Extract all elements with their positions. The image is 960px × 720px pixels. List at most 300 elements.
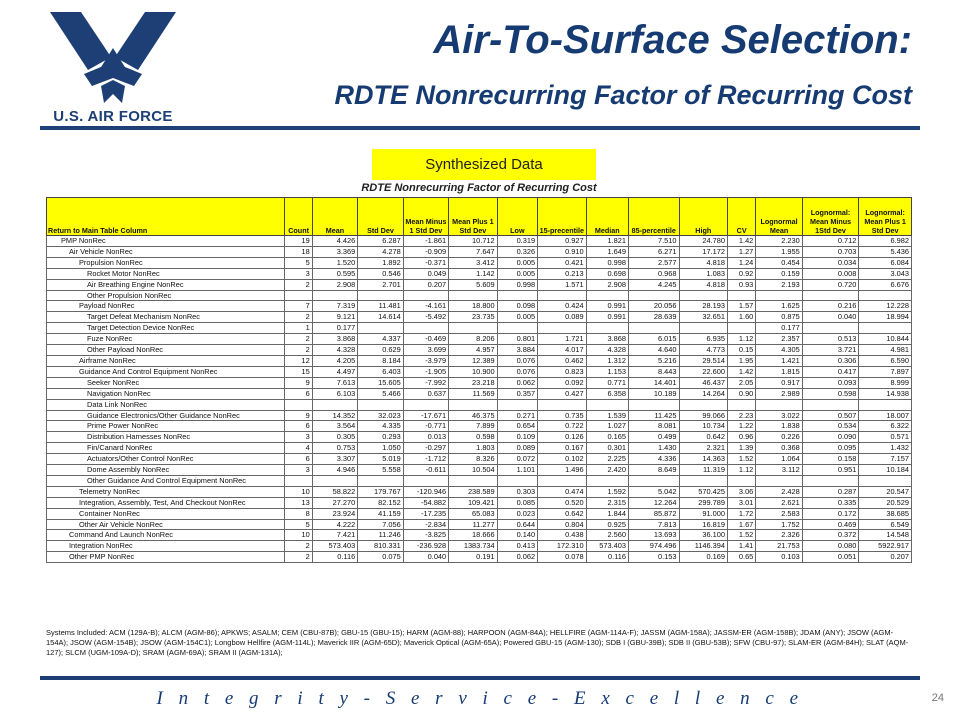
table-cell: 0.301 (586, 443, 628, 454)
table-cell: 3.564 (312, 421, 357, 432)
table-cell: 0.598 (802, 388, 859, 399)
table-cell: 1.520 (312, 257, 357, 268)
table-cell: 10.184 (859, 465, 912, 476)
row-label: Target Detection Device NonRec (47, 323, 285, 334)
table-cell: 0.438 (538, 530, 587, 541)
table-cell: 2.357 (756, 334, 802, 345)
table-cell: 28.639 (629, 312, 680, 323)
column-header: Lognormal: Mean Minus 1Std Dev (802, 198, 859, 236)
table-cell: 9.121 (312, 312, 357, 323)
table-cell (449, 290, 498, 301)
table-row (47, 377, 912, 388)
table-cell: 0.520 (538, 497, 587, 508)
table-cell: 82.152 (358, 497, 403, 508)
table-cell: 0.319 (497, 236, 537, 247)
table-cell (403, 323, 448, 334)
table-cell: 0.469 (802, 519, 859, 530)
table-cell: 1.625 (756, 301, 802, 312)
table-cell: 65.083 (449, 508, 498, 519)
table-cell: 7.899 (449, 421, 498, 432)
table-cell: 46.375 (449, 410, 498, 421)
table-cell: 0.293 (358, 432, 403, 443)
table-cell (497, 323, 537, 334)
column-header: 15-precentile (538, 198, 587, 236)
table-cell: 6.549 (859, 519, 912, 530)
table-cell: 3.699 (403, 345, 448, 356)
table-cell (538, 475, 587, 486)
table-cell: 299.789 (679, 497, 728, 508)
table-cell: 3.721 (802, 345, 859, 356)
table-cell: 5.466 (358, 388, 403, 399)
table-cell: 6.982 (859, 236, 912, 247)
slide-subtitle: RDTE Nonrecurring Factor of Recurring Cost (334, 80, 912, 110)
table-cell (728, 399, 756, 410)
table-cell: 0.93 (728, 279, 756, 290)
column-header: Mean Minus 1 Std Dev (403, 198, 448, 236)
table-cell: -0.371 (403, 257, 448, 268)
table-cell (403, 290, 448, 301)
row-label: Container NonRec (47, 508, 285, 519)
table-cell: 2 (285, 541, 312, 552)
table-cell: 4.818 (679, 257, 728, 268)
table-cell (358, 323, 403, 334)
table-cell: 810.331 (358, 541, 403, 552)
row-label: Airframe NonRec (47, 355, 285, 366)
table-cell: 3.022 (756, 410, 802, 421)
table-row (47, 236, 912, 247)
table-cell: 4.278 (358, 246, 403, 257)
table-cell: 6.358 (586, 388, 628, 399)
column-header: Low (497, 198, 537, 236)
table-cell: 238.589 (449, 486, 498, 497)
table-cell: 0.998 (586, 257, 628, 268)
table-cell: 0.207 (859, 552, 912, 563)
table-cell: 1.153 (586, 366, 628, 377)
table-cell: 0.013 (403, 432, 448, 443)
table-cell: 8.999 (859, 377, 912, 388)
table-cell (802, 323, 859, 334)
table-cell: 0.005 (497, 257, 537, 268)
table-cell: 7.510 (629, 236, 680, 247)
table-cell: 0.15 (728, 345, 756, 356)
table-cell: -4.161 (403, 301, 448, 312)
table-cell: -3.979 (403, 355, 448, 366)
table-cell: 0.287 (802, 486, 859, 497)
table-cell (802, 475, 859, 486)
table-cell: 2.420 (586, 465, 628, 476)
column-header: High (679, 198, 728, 236)
table-cell: 6.322 (859, 421, 912, 432)
table-cell: 4.818 (679, 279, 728, 290)
table-cell: 1.571 (538, 279, 587, 290)
table-cell: 2.326 (756, 530, 802, 541)
table-cell: 10.189 (629, 388, 680, 399)
table-cell: 11.425 (629, 410, 680, 421)
factor-table-container (46, 197, 912, 563)
table-cell: 0.116 (312, 552, 357, 563)
table-cell: 1.496 (538, 465, 587, 476)
table-cell: 573.403 (312, 541, 357, 552)
table-cell: 0.513 (802, 334, 859, 345)
table-cell: 0.417 (802, 366, 859, 377)
table-cell: 1.752 (756, 519, 802, 530)
table-cell: 1.803 (449, 443, 498, 454)
table-cell: 3.868 (312, 334, 357, 345)
table-cell: 2 (285, 334, 312, 345)
table-cell (497, 290, 537, 301)
table-cell: 1.95 (728, 355, 756, 366)
table-cell (728, 323, 756, 334)
table-cell: 10 (285, 486, 312, 497)
air-force-symbol-icon (38, 8, 188, 108)
table-cell: 1.421 (756, 355, 802, 366)
table-cell: 19 (285, 236, 312, 247)
table-cell: 0.103 (756, 552, 802, 563)
table-cell: 3.043 (859, 268, 912, 279)
table-row (47, 519, 912, 530)
row-label: Fin/Canard NonRec (47, 443, 285, 454)
table-cell (449, 399, 498, 410)
table-cell: 0.90 (728, 388, 756, 399)
table-row (47, 268, 912, 279)
table-cell (449, 475, 498, 486)
table-cell: 1146.394 (679, 541, 728, 552)
table-cell: 6 (285, 388, 312, 399)
table-cell: 0.172 (802, 508, 859, 519)
table-cell: 7.421 (312, 530, 357, 541)
table-cell: 8.206 (449, 334, 498, 345)
table-cell: 20.056 (629, 301, 680, 312)
table-cell: 974.496 (629, 541, 680, 552)
table-row (47, 530, 912, 541)
table-cell: 2.225 (586, 454, 628, 465)
table-cell: 0.095 (802, 443, 859, 454)
table-cell: 0.427 (538, 388, 587, 399)
table-cell: 0.109 (497, 432, 537, 443)
table-cell: 85.872 (629, 508, 680, 519)
table-cell (859, 475, 912, 486)
table-cell: 0.089 (497, 443, 537, 454)
table-row (47, 301, 912, 312)
table-cell: 2.05 (728, 377, 756, 388)
table-cell: 3 (285, 465, 312, 476)
table-cell: 12.228 (859, 301, 912, 312)
table-row (47, 443, 912, 454)
table-cell (312, 475, 357, 486)
table-cell: 0.167 (538, 443, 587, 454)
table-cell: 1.57 (728, 301, 756, 312)
table-cell: 0.546 (358, 268, 403, 279)
table-cell: 14.264 (679, 388, 728, 399)
row-label: Data Link NonRec (47, 399, 285, 410)
table-cell: 32.651 (679, 312, 728, 323)
table-row (47, 312, 912, 323)
table-cell: 3.06 (728, 486, 756, 497)
table-cell: 5922.917 (859, 541, 912, 552)
table-cell: 9 (285, 410, 312, 421)
table-cell: 109.421 (449, 497, 498, 508)
table-cell (679, 399, 728, 410)
table-cell: 0.474 (538, 486, 587, 497)
table-cell: 7.613 (312, 377, 357, 388)
table-cell: 0.629 (358, 345, 403, 356)
table-cell: -0.771 (403, 421, 448, 432)
table-cell: 0.177 (756, 323, 802, 334)
table-cell: 0.991 (586, 312, 628, 323)
table-cell: 1.12 (728, 465, 756, 476)
table-cell: 6.590 (859, 355, 912, 366)
table-cell: 0.126 (538, 432, 587, 443)
table-cell: 3 (285, 432, 312, 443)
table-cell (586, 290, 628, 301)
table-cell: -0.909 (403, 246, 448, 257)
table-cell: 5.019 (358, 454, 403, 465)
table-cell: 18.666 (449, 530, 498, 541)
table-cell: 0.92 (728, 268, 756, 279)
table-cell: 0.507 (802, 410, 859, 421)
table-cell: 4 (285, 443, 312, 454)
table-cell: 7.647 (449, 246, 498, 257)
header-return-link[interactable]: Return to Main Table Column (47, 198, 285, 236)
table-cell: 6.403 (358, 366, 403, 377)
row-label: Telemetry NonRec (47, 486, 285, 497)
table-cell: 0.335 (802, 497, 859, 508)
table-cell: 1.312 (586, 355, 628, 366)
table-cell: -0.611 (403, 465, 448, 476)
table-cell (538, 323, 587, 334)
table-cell: 29.514 (679, 355, 728, 366)
table-cell: 14.352 (312, 410, 357, 421)
table-cell: 1.027 (586, 421, 628, 432)
table-cell: 1.539 (586, 410, 628, 421)
table-cell: 0.072 (497, 454, 537, 465)
table-cell: 0.598 (449, 432, 498, 443)
table-cell: 17.172 (679, 246, 728, 257)
table-cell: 7.157 (859, 454, 912, 465)
table-cell: 8.184 (358, 355, 403, 366)
table-cell: 0.040 (403, 552, 448, 563)
table-cell: 0.049 (403, 268, 448, 279)
table-cell: 2.560 (586, 530, 628, 541)
table-cell: 8.326 (449, 454, 498, 465)
table-cell: 0.075 (358, 552, 403, 563)
table-cell (312, 399, 357, 410)
table-cell: 1.22 (728, 421, 756, 432)
table-cell: 0.051 (802, 552, 859, 563)
table-cell: 2 (285, 312, 312, 323)
table-cell: 0.089 (538, 312, 587, 323)
table-cell: 6.015 (629, 334, 680, 345)
table-row (47, 334, 912, 345)
table-cell (859, 399, 912, 410)
table-cell: 0.158 (802, 454, 859, 465)
table-cell: 6.271 (629, 246, 680, 257)
table-cell: 15 (285, 366, 312, 377)
column-header: Count (285, 198, 312, 236)
table-cell: 1.050 (358, 443, 403, 454)
table-cell: 0.040 (802, 312, 859, 323)
table-cell (538, 290, 587, 301)
table-cell: 3 (285, 268, 312, 279)
table-cell: 1.432 (859, 443, 912, 454)
table-cell: 1.27 (728, 246, 756, 257)
table-cell: 1.892 (358, 257, 403, 268)
table-cell: 27.270 (312, 497, 357, 508)
table-cell (358, 399, 403, 410)
row-label: Guidance Electronics/Other Guidance NonRec (47, 410, 285, 421)
table-cell: 18.007 (859, 410, 912, 421)
table-cell: 1.592 (586, 486, 628, 497)
table-cell: 0.654 (497, 421, 537, 432)
row-label: Target Defeat Mechanism NonRec (47, 312, 285, 323)
table-cell: 10 (285, 530, 312, 541)
table-cell (728, 475, 756, 486)
table-cell: 2.193 (756, 279, 802, 290)
table-cell: 1.67 (728, 519, 756, 530)
table-cell: -236.928 (403, 541, 448, 552)
table-cell: 2.621 (756, 497, 802, 508)
table-cell: 18.994 (859, 312, 912, 323)
table-cell: 11.569 (449, 388, 498, 399)
table-row (47, 323, 912, 334)
table-cell: 570.425 (679, 486, 728, 497)
table-row (47, 279, 912, 290)
table-cell: 4.497 (312, 366, 357, 377)
table-cell: 0.642 (538, 508, 587, 519)
table-cell: 9 (285, 377, 312, 388)
table-cell: 11.246 (358, 530, 403, 541)
table-cell: 0.703 (802, 246, 859, 257)
table-cell: 573.403 (586, 541, 628, 552)
table-cell: 0.093 (802, 377, 859, 388)
table-cell: -3.825 (403, 530, 448, 541)
table-cell: 0.098 (497, 301, 537, 312)
table-row (47, 497, 912, 508)
table-cell: 5.216 (629, 355, 680, 366)
table-cell (497, 399, 537, 410)
table-cell: 0.875 (756, 312, 802, 323)
table-cell: 6 (285, 454, 312, 465)
table-cell: 0.169 (679, 552, 728, 563)
table-row (47, 454, 912, 465)
table-cell: 4.017 (538, 345, 587, 356)
table-cell: 0.910 (538, 246, 587, 257)
table-cell (285, 290, 312, 301)
table-cell: 0.076 (497, 366, 537, 377)
table-cell: 22.600 (679, 366, 728, 377)
table-cell: 0.116 (586, 552, 628, 563)
row-label: Other PMP NonRec (47, 552, 285, 563)
table-row (47, 486, 912, 497)
table-cell: 4.957 (449, 345, 498, 356)
row-label: Actuators/Other Control NonRec (47, 454, 285, 465)
table-cell: 3.112 (756, 465, 802, 476)
row-label: Integration, Assembly, Test, And Checkout NonRec (47, 497, 285, 508)
table-cell: 23.735 (449, 312, 498, 323)
table-cell: 0.306 (802, 355, 859, 366)
table-cell: 0.823 (538, 366, 587, 377)
table-cell: 1.142 (449, 268, 498, 279)
table-cell (679, 475, 728, 486)
table-row (47, 290, 912, 301)
table-cell: 5 (285, 519, 312, 530)
table-cell (756, 399, 802, 410)
table-cell (403, 399, 448, 410)
table-row (47, 432, 912, 443)
table-cell: -54.882 (403, 497, 448, 508)
table-cell: 4.305 (756, 345, 802, 356)
table-cell: 0.326 (497, 246, 537, 257)
table-cell: 0.925 (586, 519, 628, 530)
table-cell: 0.034 (802, 257, 859, 268)
table-cell: 0.092 (538, 377, 587, 388)
row-label: Other Guidance And Control Equipment NonRec (47, 475, 285, 486)
table-cell (629, 475, 680, 486)
table-cell: 4.328 (586, 345, 628, 356)
table-cell: 13 (285, 497, 312, 508)
table-cell: 24.780 (679, 236, 728, 247)
table-cell: 0.642 (679, 432, 728, 443)
table-cell: 7.319 (312, 301, 357, 312)
column-header: Mean (312, 198, 357, 236)
table-cell: 2 (285, 279, 312, 290)
table-cell: 0.917 (756, 377, 802, 388)
table-cell (538, 399, 587, 410)
table-cell: 2.428 (756, 486, 802, 497)
table-cell: 0.998 (497, 279, 537, 290)
table-cell: 2.701 (358, 279, 403, 290)
table-cell: 16.819 (679, 519, 728, 530)
table-cell (586, 475, 628, 486)
table-cell (449, 323, 498, 334)
column-header: Lognormal: Mean Plus 1 Std Dev (859, 198, 912, 236)
table-cell (756, 290, 802, 301)
row-label: Seeker NonRec (47, 377, 285, 388)
row-label: Air Breathing Engine NonRec (47, 279, 285, 290)
table-cell: 4.335 (358, 421, 403, 432)
table-row (47, 465, 912, 476)
table-cell: -1.861 (403, 236, 448, 247)
table-cell: 172.310 (538, 541, 587, 552)
table-cell: 0.023 (497, 508, 537, 519)
table-cell: 0.804 (538, 519, 587, 530)
table-cell: 1.083 (679, 268, 728, 279)
table-cell: 0.008 (802, 268, 859, 279)
table-cell: 0.177 (312, 323, 357, 334)
table-cell (802, 399, 859, 410)
factor-table (46, 197, 912, 563)
table-cell: 0.991 (586, 301, 628, 312)
table-cell: 1.41 (728, 541, 756, 552)
table-cell: 0.005 (497, 312, 537, 323)
column-header: CV (728, 198, 756, 236)
table-cell: 14.614 (358, 312, 403, 323)
table-cell: 14.363 (679, 454, 728, 465)
table-cell: 4.426 (312, 236, 357, 247)
air-force-logo (38, 8, 188, 128)
table-cell: 1.815 (756, 366, 802, 377)
row-label: Payload NonRec (47, 301, 285, 312)
table-cell: 7.056 (358, 519, 403, 530)
table-cell: 0.090 (802, 432, 859, 443)
table-cell: 1.721 (538, 334, 587, 345)
table-cell: 0.499 (629, 432, 680, 443)
table-cell: 12 (285, 355, 312, 366)
table-row (47, 552, 912, 563)
table-cell: 0.078 (538, 552, 587, 563)
table-cell (859, 323, 912, 334)
table-cell: 0.368 (756, 443, 802, 454)
